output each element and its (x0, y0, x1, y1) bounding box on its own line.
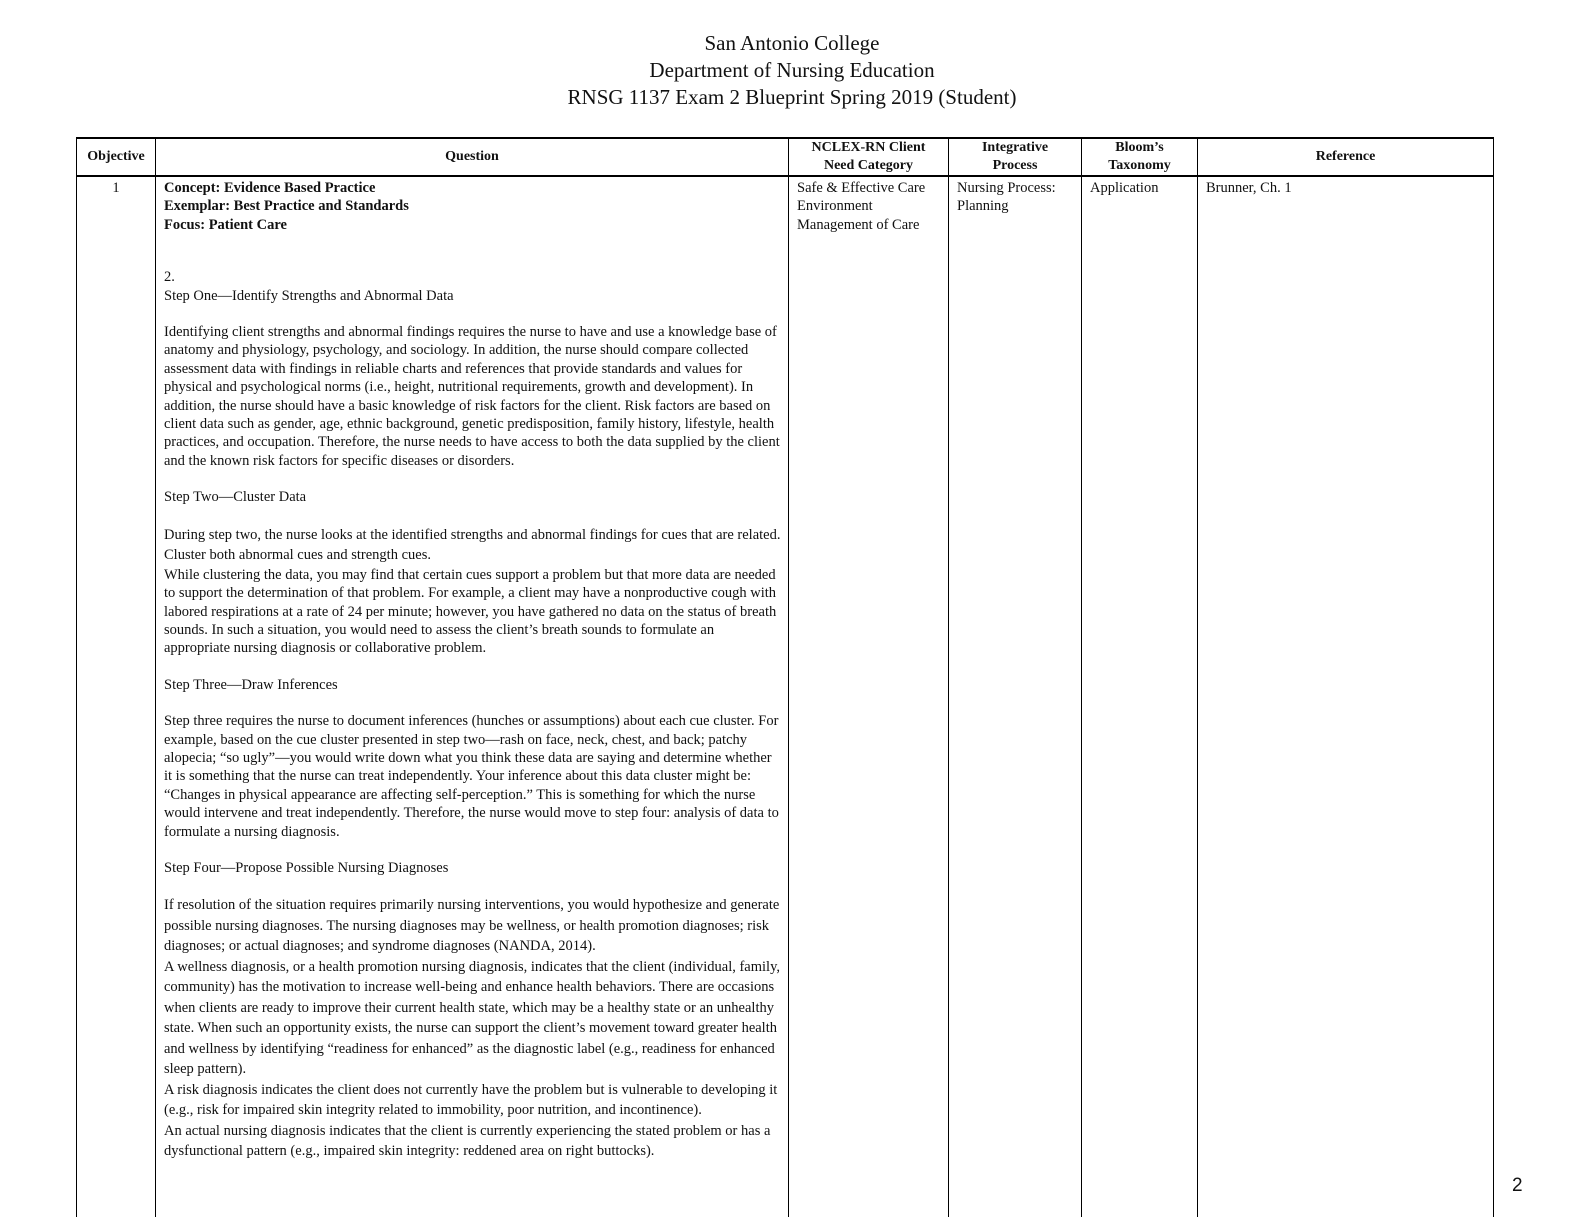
reference-text: Brunner, Ch. 1 (1206, 180, 1292, 196)
step-four-title: Step Four—Propose Possible Nursing Diagnoses (164, 859, 449, 876)
step-two-body-a: During step two, the nurse looks at the identified strengths and abnormal findings for cues that are related. Cluster both abnormal cues and strength cues. (164, 526, 781, 564)
column-header-reference: Reference (1198, 138, 1494, 176)
department-name: Department of Nursing Education (649, 58, 935, 82)
step-three-title: Step Three—Draw Inferences (164, 676, 338, 693)
objective-cell (77, 176, 156, 1217)
integrative-process-cell (949, 176, 1082, 1217)
concept-label: Concept: Evidence Based Practice (164, 180, 376, 196)
integrative-process-line: Planning (957, 198, 1009, 215)
document-title: RNSG 1137 Exam 2 Blueprint Spring 2019 (Student) (567, 85, 1017, 109)
page-number: 2 (1512, 1175, 1523, 1196)
question-concept-block (164, 179, 781, 234)
reference-cell (1198, 176, 1494, 1217)
step-four-body-a: If resolution of the situation requires primarily nursing interventions, you would hypothesize and generate possible nursing diagnoses. The nursing diagnoses may be wellness, or health promotion diagnoses; risk diagnoses; or actual diagnoses; and syndrome diagnoses (NANDA, 2014). (164, 897, 780, 955)
step-one-title: Step One—Identify Strengths and Abnormal Data (164, 287, 454, 304)
column-header-blooms-taxonomy: Bloom’s Taxonomy (1082, 138, 1198, 176)
nclex-category-line: Environment (797, 198, 873, 215)
step-four-body-b: A wellness diagnosis, or a health promotion nursing diagnosis, indicates that the client (individual, family, community) has the motivation to increase well-being and enhance health behaviors. There are occasions when clients are ready to improve their current health state, which may be a healthy state or an unhealthy state. When such an opportunity exists, the nurse can support the client’s movement toward greater health and wellness by identifying “readiness for enhanced” as the diagnostic label (e.g., readiness for enhanced sleep pattern). (164, 958, 781, 1078)
question-number: 2. (164, 269, 175, 286)
college-name: San Antonio College (704, 31, 880, 55)
step-two-body-b: While clustering the data, you may find that certain cues support a problem but that more data are needed to support the determination of that problem. For example, a client may have a nonproductive cough with labored respirations at a rate of 24 per minute; however, you have gathered no data on the status of breath sounds. In such a situation, you would need to assess the client’s breath sounds to formulate an appropriate nursing diagnosis or collaborative problem. (164, 566, 777, 657)
nclex-subcategory: Management of Care (797, 216, 920, 233)
objective-number: 1 (112, 180, 120, 196)
step-two-title: Step Two—Cluster Data (164, 489, 307, 506)
document-header (0, 30, 1584, 111)
question-cell (156, 176, 789, 1217)
column-header-integrative-process: Integrative Process (949, 138, 1082, 176)
integrative-process-line: Nursing Process: (957, 180, 1056, 196)
step-three-body: Step three requires the nurse to document inferences (hunches or assumptions) about each cue cluster. For example, based on the cue cluster presented in step two—rash on face, neck, chest, and back; patchy alopecia; “so ugly”—you would write down what you think these data are saying and determine whether it is something that the nurse can treat independently. Your inference about this data cluster might be: “Changes in physical appearance are affecting self-perception.” This is something for which the nurse would intervene and treat independently. Therefore, the nurse would move to step four: analysis of data to formulate a nursing diagnosis. (164, 713, 779, 840)
step-one-body: Identifying client strengths and abnormal findings requires the nurse to have and use a knowledge base of anatomy and physiology, psychology, and sociology. In addition, the nurse should compare collected assessment data with findings in reliable charts and references that provide standards and values for physical and psychological norms (i.e., height, nutritional requirements, growth and development). In addition, the nurse should have a basic knowledge of risk factors for the client. Risk factors are based on client data such as gender, age, ethnic background, genetic predisposition, family history, lifestyle, health practices, and occupation. Therefore, the nurse needs to have access to both the data supplied by the client and the known risk factors for specific diseases or disorders. (164, 324, 780, 469)
blueprint-table (76, 137, 1494, 1217)
step-four-body-c: A risk diagnosis indicates the client does not currently have the problem but is vulnerable to developing it (e.g., risk for impaired skin integrity related to immobility, poor nutrition, and incontinence). (164, 1081, 778, 1119)
column-header-objective: Objective (77, 138, 156, 176)
table-row (77, 176, 1494, 1217)
blooms-cell (1082, 176, 1198, 1217)
blooms-level: Application (1090, 180, 1159, 196)
column-header-question: Question (156, 138, 789, 176)
nclex-category-line: Safe & Effective Care (797, 180, 926, 196)
step-four-body-d: An actual nursing diagnosis indicates that the client is currently experiencing the stated problem or has a dysfunctional pattern (e.g., impaired skin integrity: reddened area on right buttocks). (164, 1122, 771, 1160)
column-header-nclex: NCLEX-RN Client Need Category (789, 138, 949, 176)
focus-label: Focus: Patient Care (164, 216, 287, 233)
table-header-row (77, 138, 1494, 176)
nclex-cell (789, 176, 949, 1217)
exemplar-label: Exemplar: Best Practice and Standards (164, 198, 409, 215)
